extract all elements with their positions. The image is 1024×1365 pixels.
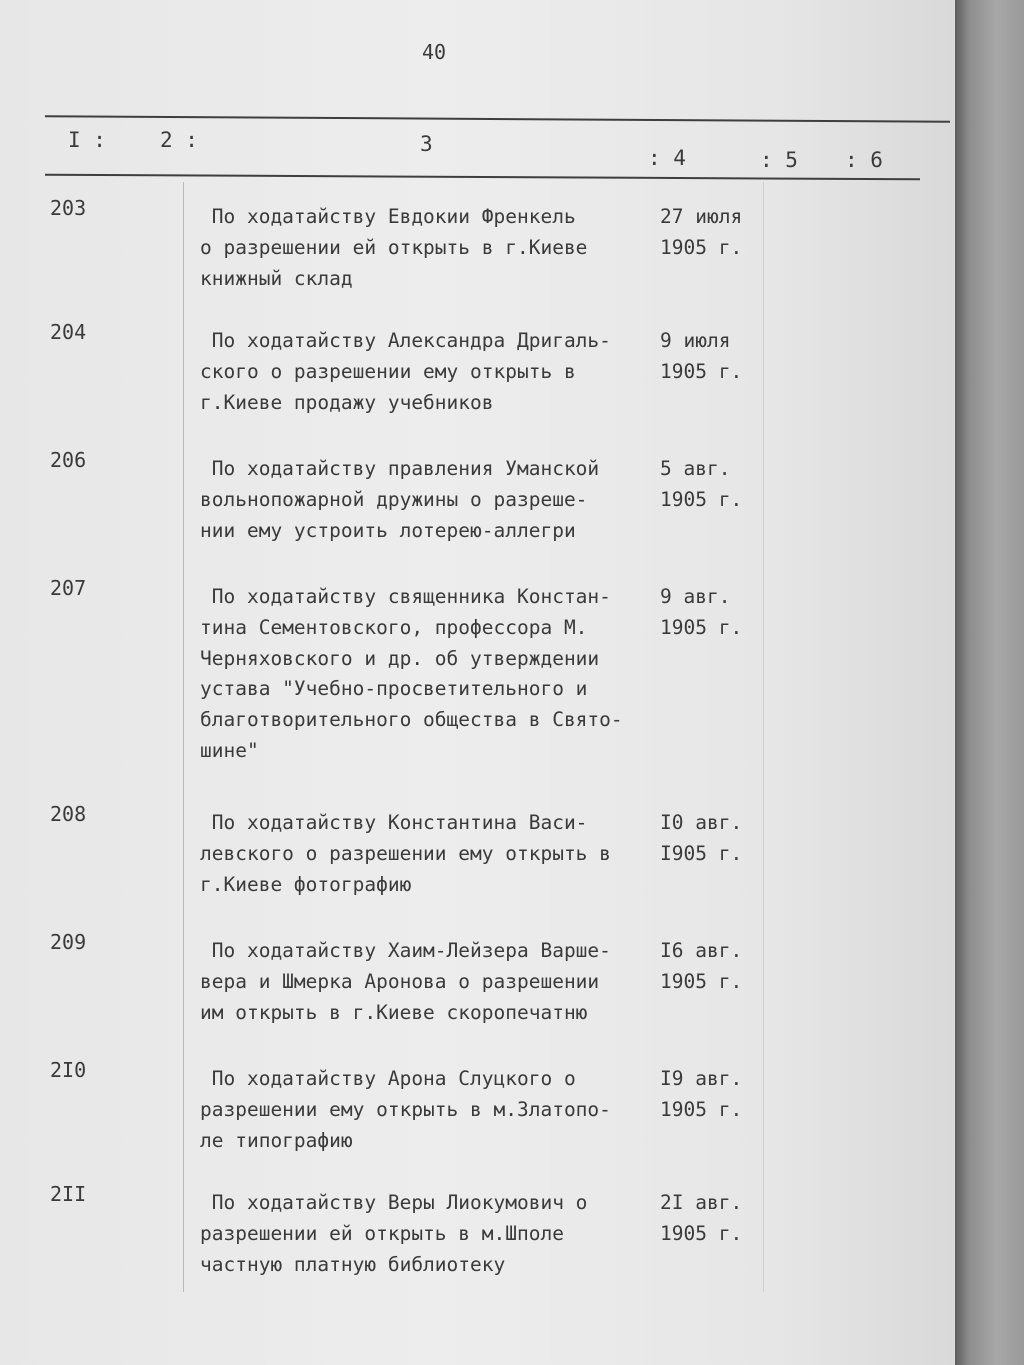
header-col-3: 3 [420,132,433,156]
entry-date: I9 авг. 1905 г. [660,1067,743,1121]
entry-date: 2I авг. 1905 г. [660,1191,743,1245]
entry-number: 204 [50,320,87,344]
entry-number: 2I0 [50,1058,87,1082]
header-col-5: : 5 [760,148,798,172]
entry-description: По ходатайству Евдокии Френкель о разрешении ей открыть в г.Киеве книжный склад [200,205,588,290]
entry-date: 9 июля 1905 г. [660,329,743,383]
header-col-2: 2 : [160,128,198,152]
entry-description: По ходатайству Веры Лиокумович о разрешении ей открыть в м.Шполе частную платную библиотеку [200,1191,588,1276]
entry-description: По ходатайству Хаим-Лейзера Варше- вера и Шмерка Аронова о разрешении им открыть в г.Киеве скоропечатню [200,939,611,1024]
entry-number: 207 [50,576,87,600]
page-number: 40 [422,40,447,64]
header-col-6: : 6 [845,148,883,172]
entry-description: По ходатайству священника Констан- тина Сементовского, профессора М. Черняховского и др. об утверждении устава "Учебно-просветительного и благотворительного общества в Свято- шине" [200,585,623,762]
entry-number: 203 [50,196,87,220]
header-col-4: : 4 [648,146,686,170]
entry-date: 27 июля 1905 г. [660,205,743,259]
entry-date: 9 авг. 1905 г. [660,585,743,639]
entry-date: I0 авг. I905 г. [660,811,743,865]
entry-number: 2II [50,1182,87,1206]
binder-edge [955,0,1024,1365]
entry-number: 208 [50,802,87,826]
entry-number: 209 [50,930,87,954]
header-col-1: I : [68,128,106,152]
entry-description: По ходатайству Александра Дригаль- ского о разрешении ему открыть в г.Киеве продажу учебников [200,329,611,414]
entry-description: По ходатайству Арона Слуцкого о разрешении ему открыть в м.Златопо- ле типографию [200,1067,611,1152]
column-rule-left [183,182,184,1292]
entry-description: По ходатайству правления Уманской вольнопожарной дружины о разреше- нии ему устроить лотерею-аллегри [200,457,600,542]
entry-description: По ходатайству Константина Васи- левского о разрешении ему открыть в г.Киеве фотографию [200,811,611,896]
entry-date: 5 авг. 1905 г. [660,457,743,511]
entry-date: I6 авг. 1905 г. [660,939,743,993]
entry-number: 206 [50,448,87,472]
